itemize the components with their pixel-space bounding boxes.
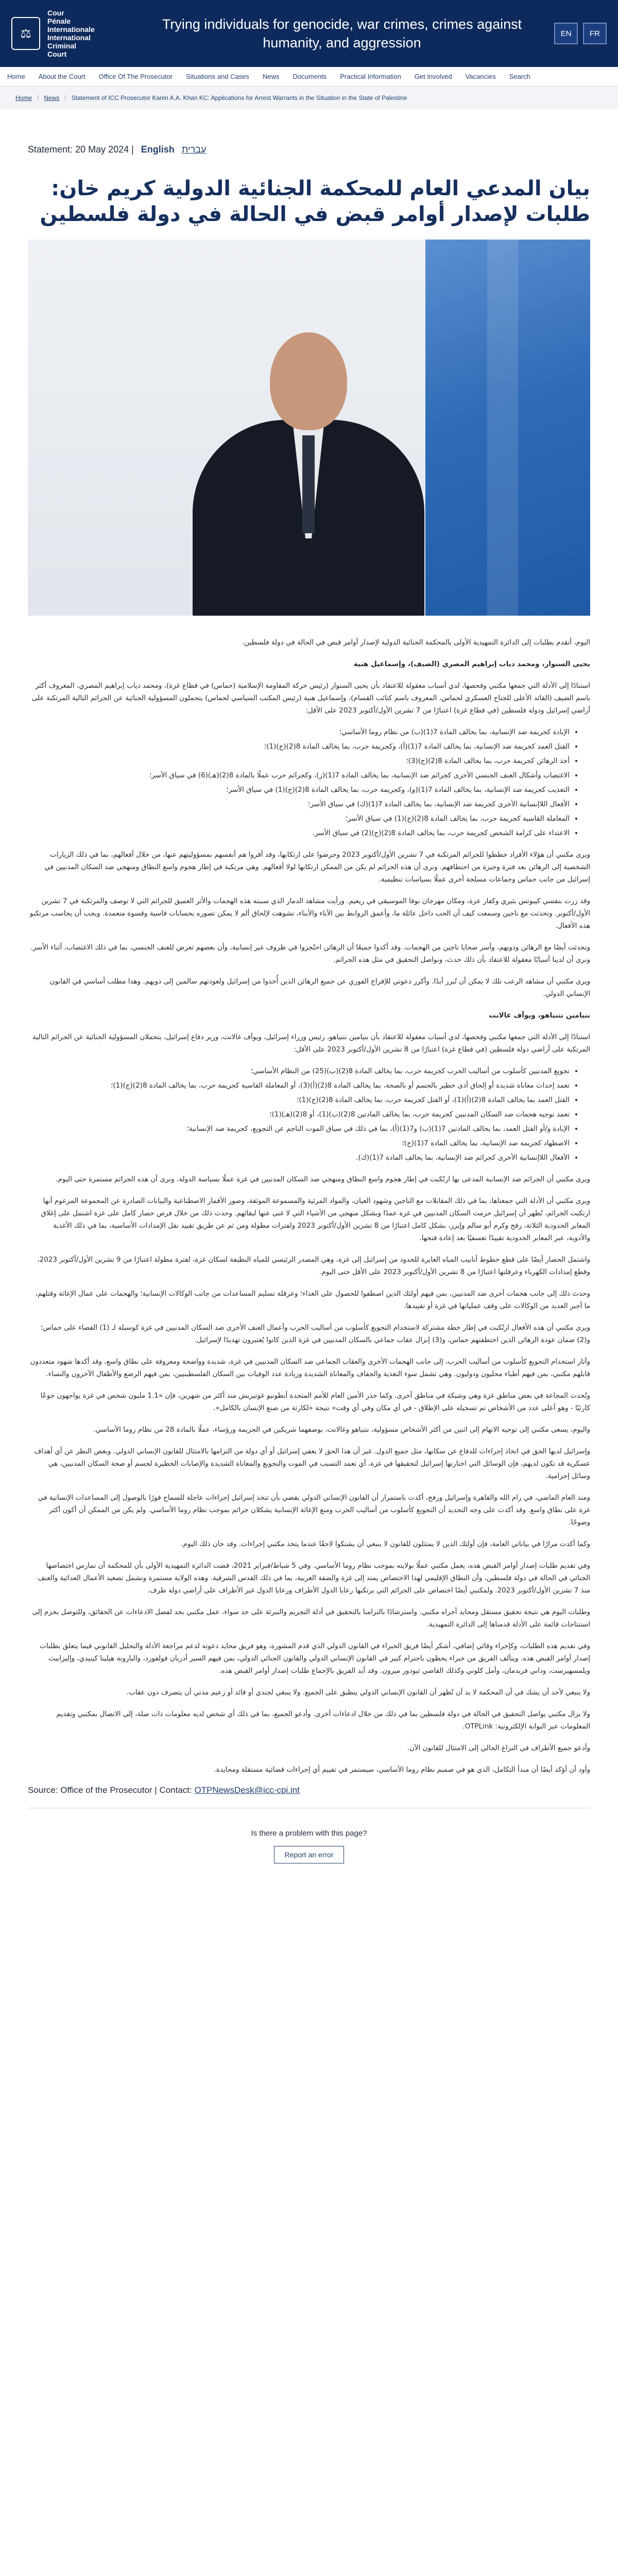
site-tagline: Trying individuals for genocide, war crimes, crimes against humanity, and aggression — [162, 16, 522, 50]
section-heading: يحيى السنوار، ومحمد دياب إبراهيم المصري (الضيف)، وإسماعيل هنية — [353, 660, 590, 668]
list-item: • تعمد إحداث معاناة شديدة أو إلحاق أذى خطير بالجسم أو بالصحة، بما يخالف المادة 8(2)(أ)(3)، أو المعاملة القاسية كجريمة حرب، بما يخالف المادة 8(2)(ج)(1)؛ — [28, 1079, 570, 1092]
nav-home[interactable]: Home — [7, 73, 25, 80]
paragraph: وقد زرت بنفسي كيبوتس بئيري وكفار عزة، ومكان مهرجان نوفا الموسيقي في ريعيم. ورأيت مشاهد الدمار الذي سببته هذه الهجمات والأثر العميق للجرائم التي لا توصف والمرتكبة في 7 تشرين الأول/أكتوبر. وتحدثت مع ناجين وسمعت كيف أن الحب داخل عائلة ما، وأعمق الروابط بين الآباء والأبناء، تشوهت لإلحاق ألم لا يمكن تصوره بحسابات قاسية وقسوة متعمدة. ويجب أن يحاسب مرتكبو هذه الأفعال. — [29, 897, 590, 930]
paragraph: ومنذ العام الماضي، في رام الله والقاهرة وإسرائيل ورفح، أكدت باستمرار أن القانون الإنساني الدولي يقضي بأن تتخذ إسرائيل إجراءات عاجلة للسماح فورًا بالوصول إلى المساعدات الإنسانية في غزة على نطاق واسع. وقد أكدت على وجه التحديد أن التجويع كأسلوب من أساليب الحرب ومنع الإغاثة الإنسانية يشكلان جرائم بموجب نظام روما الأساسي. ولم يكن من الممكن أن أكون أكثر وضوحًا. — [38, 1494, 590, 1527]
nav-practical[interactable]: Practical Information — [340, 73, 401, 80]
list-item: • تعمد توجيه هجمات ضد السكان المدنيين كجريمة حرب، بما يخالف المادتين 8(2)(ب)(1)، أو 8(2)(هـ)(1)؛ — [28, 1108, 570, 1121]
nav-documents[interactable]: Documents — [293, 73, 327, 80]
logo-text — [47, 9, 95, 58]
list-item: • أخذ الرهائن كجريمة حرب، بما يخالف المادة 8(2)(ج)(3)؛ — [28, 755, 570, 767]
paragraph: استنادًا إلى الأدلة التي جمعها مكتبي وفحصها، لدي أسباب معقولة للاعتقاد بأن بنيامين نتنياهو، رئيس وزراء إسرائيل، ويوآف غالانت، وزير دفاع إسرائيل، يتحملان المسؤولية الجنائية عن الجرائم التالية المرتكبة على أراضي دولة فلسطين (في قطاع غزة) اعتبارًا من 8 تشرين الأول/أكتوبر 2023 على الأقل: — [32, 1033, 590, 1054]
paragraph: اليوم، أتقدم بطلبات إلى الدائرة التمهيدية الأولى بالمحكمة الجنائية الدولية لإصدار أوامر قبض في الحالة في دولة فلسطين. — [242, 638, 590, 647]
nav-about[interactable]: About the Court — [38, 73, 85, 80]
report-error-button[interactable]: Report an error — [274, 1846, 345, 1863]
statement-date: Statement: 20 May 2024 | — [28, 144, 134, 155]
statement-meta — [28, 144, 590, 155]
paragraph: وطلبات اليوم هي نتيجة تحقيق مستقل ومحايد أجراه مكتبي. واسترشادًا بالتزامنا بالتحقيق في أدلة التجريم والتبرئة على حد سواء، عمل مكتبي بجد لفصل الادعاءات عن الحقائق، وللتوصل بحزم إلى استنتاجات قائمة على الأدلة قدمناها إلى الدائرة التمهيدية. — [32, 1608, 590, 1629]
list-item: • الاضطهاد كجريمة ضد الإنسانية، بما يخالف المادة 7(1)(ح)؛ — [28, 1137, 570, 1149]
breadcrumb-home[interactable]: Home — [15, 94, 32, 101]
paragraph: استنادًا إلى الأدلة التي جمعها مكتبي وفحصها، لدي أسباب معقولة للاعتقاد بأن يحيى السنوار (رئيس حركة المقاومة الإسلامية (حماس) في قطاع غزة)، ومحمد دياب إبراهيم المصري، المعروف أكثر باسم الضيف (القائد الأعلى للجناح العسكري لحماس، المعروف باسم كتائب القسام)، وإسماعيل هنية (رئيس المكتب السياسي لحماس) يتحملون المسؤولية الجنائية عن الجرائم التالية المرتكبة على أراضي إسرائيل ودولة فلسطين (في قطاع غزة) اعتبارًا من 7 تشرين الأول/أكتوبر 2023 على الأقل: — [31, 682, 590, 715]
charges-list — [28, 1065, 579, 1164]
paragraph: وأود أن أؤكد أيضًا أن مبدأ التكامل، الذي هو في صميم نظام روما الأساسي، سيستمر في تقييم أي إجراءات قضائية مستقلة ومحايدة. — [214, 1766, 590, 1774]
paragraph: وكما أكدت مرارًا في بياناتي العامة، فإن أولئك الذين لا يمتثلون للقانون لا ينبغي أن يشتكوا لاحقًا عندما يتخذ مكتبي إجراءات. وقد حان ذلك اليوم. — [181, 1540, 590, 1548]
source-line — [28, 1785, 590, 1795]
list-item: • الأفعال اللاإنسانية الأخرى كجريمة ضد الإنسانية، بما يخالف المادة 7(1)(ك) في سياق الأسر؛ — [28, 798, 570, 810]
statement-body — [28, 636, 590, 1776]
charges-list — [28, 726, 579, 839]
paragraph: وفي تقديم هذه الطلبات، وكإجراء وقائي إضافي، أشكر أيضًا فريق الخبراء في القانون الدولي الذي قدم المشورة، وهو فريق محايد دعوته لدعم مراجعة الأدلة والتحليل القانوني فيما يتعلق بطلبات إصدار أوامر القبض هذه. ويتألف الفريق من خبراء يحظون باحترام كبير في القانون الإنساني الدولي والقانون الجنائي الدولي، بمن فيهم السير أدريان فولفورد، والبارونة هيلينا كينيدي، وإليزابيث ويلمسهيرست، وداني فريدمان، وأمل كلوني وكذلك القاضي ثيودور ميرون. وقد أيد الفريق بالإجماع طلبات إصدار أوامر القبض هذه. — [40, 1642, 590, 1675]
nav-otp[interactable]: Office Of The Prosecutor — [98, 73, 173, 80]
breadcrumb — [0, 87, 618, 109]
nav-get-involved[interactable]: Get Involved — [414, 73, 452, 80]
list-item: • تجويع المدنيين كأسلوب من أساليب الحرب كجريمة حرب، بما يخالف المادة 8(2)(ب)(25) من النظام الأساسي؛ — [28, 1065, 570, 1077]
hero-photo — [28, 240, 590, 616]
paragraph: ويرى مكتبي أن هؤلاء الأفراد خططوا للجرائم المرتكبة في 7 تشرين الأول/أكتوبر 2023 وحرضوا على ارتكابها، وقد أقروا هم أنفسهم بمسؤوليتهم عنها، من خلال أفعالهم، بما في ذلك الزيارات الشخصية إلى الرهائن بعد فترة وجيزة من اختطافهم. ونرى أن هذه الجرائم لم يكن من الممكن ارتكابها لولا أفعالهم. وهي مرتكبة في إطار هجوم واسع النطاق ومنهجي ضد السكان المدنيين في إسرائيل من جانب حماس وجماعات مسلحة أخرى عملًا بسياسات تنظيمية. — [44, 851, 590, 884]
lang-en-button[interactable]: EN — [554, 23, 578, 44]
page-title: بيان المدعي العام للمحكمة الجنائية الدولية كريم خان: طلبات لإصدار أوامر قبض في الحالة في دولة فلسطين — [40, 177, 590, 226]
paragraph: ويرى مكتبي أن هذه الأفعال ارتُكبت في إطار خطة مشتركة لاستخدام التجويع كأسلوب من أساليب الحرب وأعمال العنف الأخرى ضد السكان المدنيين في غزة كوسيلة لـ (1) القضاء على حماس؛ و(2) ضمان عودة الرهائن الذين اختطفتهم حماس، و(3) إنزال عقاب جماعي بالسكان المدنيين في غزة الذين كانوا يُعتبرون تهديدًا لإسرائيل. — [40, 1324, 590, 1344]
paragraph: ويرى مكتبي أن الجرائم ضد الإنسانية المدعى بها ارتُكبت في إطار هجوم واسع النطاق ومنهجي ضد السكان المدنيين في غزة عملًا بسياسة الدولة. ونرى أن هذه الجرائم مستمرة حتى اليوم. — [56, 1175, 590, 1183]
main-nav — [0, 67, 618, 87]
person-tie — [302, 435, 315, 533]
paragraph: وتحدثت أيضًا مع الرهائن وذويهم، وأسر ضحايا ناجين من الهجمات. وقد أكدوا جميعًا أن الرهائن احتُجزوا في ظروف غير إنسانية، وأن بعضهم تعرض للعنف الجنسي، بما في ذلك الاغتصاب، أثناء الأسر. ونرى أن لدينا أسبابًا معقولة للاعتقاد بأن ذلك حدث، ونواصل التحقيق في مثل هذه الجرائم. — [30, 943, 590, 964]
breadcrumb-current: Statement of ICC Prosecutor Karim A.A. Khan KC: Applications for Arrest Warrants in the Situation in the State of Palestine — [71, 94, 407, 101]
paragraph: واشتمل الحصار أيضًا على قطع خطوط أنابيب المياه العابرة للحدود من إسرائيل إلى غزة، وهي المصدر الرئيسي للمياه النظيفة لسكان غزة، لفترة مطولة اعتبارًا من 9 تشرين الأول/أكتوبر 2023، وقطع إمدادات الكهرباء وعرقلتها اعتبارًا من 8 تشرين الأول/أكتوبر 2023 على الأقل حتى اليوم. — [37, 1256, 590, 1276]
paragraph: ويرى مكتبي أن مشاهد الرعب تلك لا يمكن أن تُبرر أبدًا. وأكرر دعوتي للإفراج الفوري عن جميع الرهائن الذين أُخذوا من إسرائيل ولعودتهم سالمين إلى ذويهم. وهذا مطلب أساسي في القانون الإنساني الدولي. — [49, 977, 590, 998]
list-item: • الاغتصاب وأشكال العنف الجنسي الأخرى كجرائم ضد الإنسانية، بما يخالف المادة 7(1)(ز)، وكجرائم حرب عملًا بالمادة 8(2)(هـ)(6) في سياق الأسر؛ — [28, 769, 570, 782]
list-item: • الإبادة كجريمة ضد الإنسانية، بما يخالف المادة 7(1)(ب) من نظام روما الأساسي؛ — [28, 726, 570, 738]
list-item: • الأفعال اللاإنسانية الأخرى كجرائم ضد الإنسانية، بما يخالف المادة 7(1)(ك). — [28, 1151, 570, 1164]
scales-icon: ⚖ — [11, 17, 40, 50]
nav-vacancies[interactable]: Vacancies — [465, 73, 496, 80]
lang-english-link[interactable]: English — [141, 144, 175, 155]
source-label: Source: Office of the Prosecutor | Contact: — [28, 1785, 192, 1795]
nav-search[interactable]: Search — [509, 73, 530, 80]
logo-line: International — [47, 33, 91, 42]
problem-question: Is there a problem with this page? — [251, 1829, 367, 1838]
logo-line: Pénale — [47, 17, 71, 25]
main-content — [0, 109, 618, 1911]
breadcrumb-separator: / — [37, 94, 39, 101]
language-switcher — [554, 23, 607, 44]
list-item: • الاعتداء على كرامة الشخص كجريمة حرب، بما يخالف المادة 8(2)(ج)(2) في سياق الأسر. — [28, 827, 570, 839]
list-item: • المعاملة القاسية كجريمة حرب، بما يخالف المادة 8(2)(ج)(1) في سياق الأسر؛ — [28, 812, 570, 825]
paragraph: وحدث ذلك إلى جانب هجمات أخرى ضد المدنيين، بمن فيهم أولئك الذين اصطفوا للحصول على الغذاء؛ وعرقلة تسليم المساعدات من جانب الوكالات الإنسانية؛ والهجمات على عمال الإغاثة وقتلهم، ما أجبر العديد من الوكالات على وقف عملياتها في غزة أو تقييدها. — [35, 1290, 590, 1310]
list-item: • الإبادة و/أو القتل العمد، بما يخالف المادتين 7(1)(ب) و7(1)(أ)، بما في ذلك في سياق الموت الناجم عن التجويع، كجريمة ضد الإنسانية؛ — [28, 1123, 570, 1135]
logo-line: Criminal — [47, 42, 77, 50]
paragraph: وإسرائيل لديها الحق في اتخاذ إجراءات للدفاع عن سكانها، مثل جميع الدول. غير أن هذا الحق لا يعفي إسرائيل أو أي دولة من التزامها بالامتثال للقانون الإنساني الدولي. وبغض النظر عن أي أهداف عسكرية قد تكون لديهم، فإن الوسائل التي اختارتها إسرائيل لتحقيقها في غزة، أي تعمد التسبب في الموت والتجويع والمعاناة الشديدة والإصابات الخطيرة لجسم أو صحة السكان المدنيين، هي وسائل إجرامية. — [34, 1447, 590, 1480]
site-header — [0, 0, 618, 67]
person-head — [270, 332, 347, 430]
breadcrumb-separator: / — [64, 94, 66, 101]
report-problem — [28, 1808, 590, 1911]
breadcrumb-news[interactable]: News — [44, 94, 60, 101]
logo-line: Internationale — [47, 25, 95, 33]
paragraph: ولا ينبغي لأحد أن يشك في أن المحكمة لا بد أن تُظهر أن القانون الإنساني الدولي ينطبق على الجميع. ولا ينبغي لجندي أو قائد أو زعيم مدني أن يتصرف دون عقاب. — [126, 1688, 590, 1697]
list-item: • القتل العمد كجريمة ضد الإنسانية، بما يخالف المادة 7(1)(أ)، وكجريمة حرب، بما يخالف المادة 8(2)(ج)(1)؛ — [28, 740, 570, 753]
paragraph: ويرى مكتبي أن الأدلة التي جمعناها، بما في ذلك المقابلات مع الناجين وشهود العيان، والمواد المرئية والمسموعة الموثقة، وصور الأقمار الاصطناعية والبيانات الصادرة عن المجموعة المزعوم أنها ارتكبت الجرائم، تُظهر أن إسرائيل حرمت السكان المدنيين في غزة عمدًا وبشكل منهجي من الأشياء التي لا غنى عنها لبقائهم. وحدث ذلك من خلال فرض حصار كامل على غزة اشتمل على إغلاق المعابر الحدودية الثلاثة، رفح وكرم أبو سالم وإيرز، بشكل كامل اعتبارًا من 8 تشرين الأول/أكتوبر 2023 ولفترات مطولة ومن ثم عن طريق تقييد نقل الإمدادات الأساسية، بما في ذلك الأغذية والأدوية، عبر المعابر الحدودية تقييدًا تعسفيًا بعد إعادة فتحها. — [41, 1197, 590, 1242]
paragraph: وتُحدث المجاعة في بعض مناطق غزة وهي وشيكة في مناطق أخرى. وكما حذر الأمين العام للأمم المتحدة أنطونيو غوتيريش منذ أكثر من شهرين، فإن «1.1 مليون شخص في غزة يواجهون جوعًا كارثيًا - وهو أعلى عدد من الأشخاص تم تسجيله على الإطلاق - في أي مكان وفي أي وقت» نتيجة «لكارثة من صنع الإنسان بالكامل». — [40, 1392, 590, 1412]
list-item: • التعذيب كجريمة ضد الإنسانية، بما يخالف المادة 7(1)(و)، وكجريمة حرب، بما يخالف المادة 8(2)(ج)(1) في سياق الأسر؛ — [28, 784, 570, 796]
contact-email-link[interactable]: OTPNewsDesk@icc-cpi.int — [194, 1785, 300, 1795]
logo-line: Court — [47, 50, 67, 58]
nav-news[interactable]: News — [262, 73, 280, 80]
paragraph: وفي تقديم طلبات إصدار أوامر القبض هذه، يعمل مكتبي عملًا بولايته بموجب نظام روما الأساسي. وفي 5 شباط/فبراير 2021، قضت الدائرة التمهيدية الأولى بأن للمحكمة أن تمارس اختصاصها الجنائي في الحالة في دولة فلسطين، وأن النطاق الإقليمي لهذا الاختصاص يمتد إلى غزة والضفة الغربية، بما في ذلك القدس الشرقية. وهذه الولاية مستمرة وتشمل تصعيد الأعمال العدائية والعنف منذ 7 تشرين الأول/أكتوبر 2023. ولمكتبي أيضًا اختصاص على الجرائم التي يرتكبها رعايا الدول الأطراف ورعايا الدول غير الأطراف على أراضي دولة طرف. — [38, 1562, 590, 1595]
logo-line: Cour — [47, 9, 64, 17]
lang-hebrew-link[interactable]: עברית — [181, 144, 207, 155]
list-item: • القتل العمد بما يخالف المادة 8(2)(أ)(1)، أو القتل كجريمة حرب، بما يخالف المادة 8(2)(ج)(1)؛ — [28, 1094, 570, 1106]
icc-logo[interactable] — [11, 9, 130, 58]
paragraph: وأدعو جميع الأطراف في النزاع الحالي إلى الامتثال للقانون الآن. — [407, 1744, 590, 1752]
flag-fold — [487, 240, 518, 616]
paragraph: ولا يزال مكتبي يواصل التحقيق في الحالة في دولة فلسطين بما في ذلك من خلال ادعاءات أخرى. وأدعو الجميع، بما في ذلك أي شخص لديه معلومات ذات صلة، إلى الاتصال بمكتبي وتقديم المعلومات عبر البوابة الإلكترونية: OTPLink. — [56, 1710, 590, 1731]
paragraph: وآثار استخدام التجويع كأسلوب من أساليب الحرب، إلى جانب الهجمات الأخرى والعقاب الجماعي ضد السكان المدنيين في غزة، شديدة وواضحة ومعروفة على نطاق واسع، وقد أكدها شهود متعددون قابلهم مكتبي، بمن فيهم أطباء محليون ودوليون. وهي تشمل سوء التغذية والجفاف والمعاناة الشديدة وزيادة عدد الوفيات بين السكان الفلسطينيين، بمن فيهم الرضع والأطفال الآخرون والنساء. — [30, 1358, 590, 1378]
lang-fr-button[interactable]: FR — [583, 23, 607, 44]
nav-situations[interactable]: Situations and Cases — [186, 73, 249, 80]
section-heading: بنيامين نتنياهو، ويوآف غالانت — [489, 1011, 590, 1020]
paragraph: واليوم، يسعى مكتبي إلى توجيه الاتهام إلى اثنين من أكثر الأشخاص مسؤولية، نتنياهو وغالانت، بوصفهما شريكين في الجريمة ورؤساء، عملًا بالمادة 28 من نظام روما الأساسي. — [93, 1426, 590, 1434]
